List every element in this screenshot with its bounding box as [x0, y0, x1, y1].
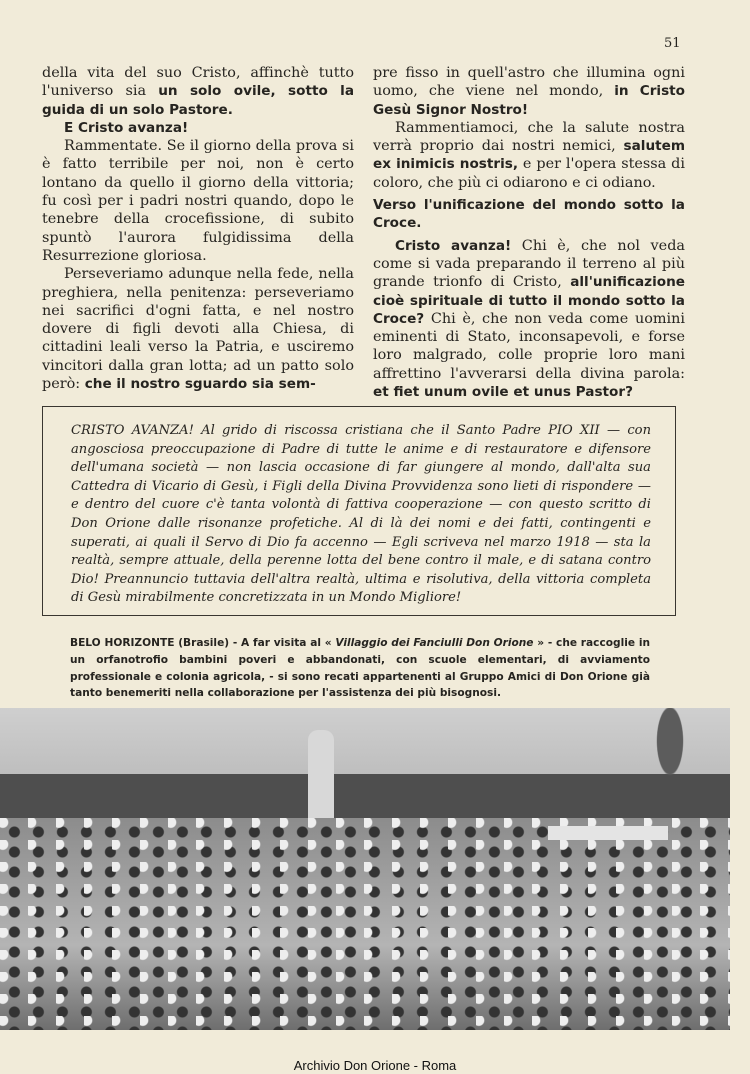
caption-text: » - che raccoglie in un orfanotrofio bambini poveri e abbandonati, con scuole elementari, di avviamento professionale e colonia agricola, - si sono recati appartenenti al Gruppo Amici di Don Orione già tanto benemeriti nella collaborazione per l'assistenza dei più bisognosi.	[70, 637, 650, 700]
paragraph	[373, 64, 685, 119]
bold-text: Cristo avanza!	[395, 237, 512, 254]
paragraph: Rammentate. Se il giorno della prova si è fatto terribile per noi, non è certo lontano da quello il giorno della vittoria; fu così per i padri nostri quando, dopo le tenebre della crocefissione, di subito spuntò l'aurora fulgidissima della Resurrezione gloriosa.	[42, 138, 354, 264]
photo-caption	[70, 635, 650, 702]
bold-text: et fiet unum ovile et unus Pastor?	[373, 384, 633, 401]
caption-village: Villaggio dei Fanciulli Don Orione	[335, 637, 534, 649]
text: Perseveriamo adunque nella fede, nella preghiera, nella penitenza: perseveriamo nei sacrifici d'ogni fatta, e nel nostro dovere di figli devoti alla Chiesa, di cittadini leali verso la Patria, e usciremo vincitori dalla gran lotta; ad un patto solo però:	[42, 266, 354, 393]
group-photo	[0, 708, 730, 1030]
text: pre fisso in quell'astro che illumina ogni uomo, che viene nel mondo,	[373, 65, 685, 100]
photo-crowd	[0, 818, 730, 1030]
paragraph	[42, 64, 354, 119]
section-heading: Verso l'unificazione del mondo sotto la Croce.	[373, 197, 685, 232]
right-column	[373, 64, 685, 401]
text: Rammentiamoci, che la salute nostra verrà proprio dai nostri nemici,	[373, 119, 685, 155]
left-column	[42, 64, 354, 393]
bold-text: che il nostro sguardo sia sem-	[84, 376, 316, 393]
bold-text: un solo ovile, sotto la guida di un solo Pastore.	[42, 83, 354, 118]
paragraph	[42, 265, 354, 393]
paragraph	[373, 119, 685, 192]
bold-text: in Cristo Gesù Signor Nostro!	[373, 83, 686, 118]
caption-place: BELO HORIZONTE (Brasile)	[70, 637, 230, 649]
caption-text: - A far visita al «	[229, 637, 336, 649]
text: Chi è, che non veda come uomini eminenti di Stato, inconsapevoli, e forse loro malgrado, colle proprie loro mani affrettino l'avverarsi della divina parola:	[373, 310, 685, 382]
paragraph	[373, 237, 685, 402]
photo-tree	[640, 708, 700, 818]
text: Chi è, che nol veda come si vada preparando il terreno al più grande trionfo di Cristo,	[373, 237, 685, 291]
paragraph-heading: E Cristo avanza!	[64, 119, 189, 136]
page-number: 51	[664, 36, 681, 51]
archive-label: Archivio Don Orione - Roma	[293, 1058, 457, 1073]
photo-banner	[548, 826, 668, 840]
text: e per l'opera stessa di coloro, che più ci odiarono e ci odiano.	[373, 156, 685, 191]
photo-statue	[308, 730, 334, 830]
text: della vita del suo Cristo, affinchè tutto l'universo sia	[42, 65, 354, 100]
editorial-box-text: CRISTO AVANZA! Al grido di riscossa cristiana che il Santo Padre PIO XII — con angosciosa preoccupazione di Padre di tutte le anime e di restauratore e difensore dell'umana società — non lascia occasione di far giungere al mondo, dall'alta sua Cattedra di Vicario di Gesù, i Figli della Divina Provvidenza sono lieti di rispondere — e dentro del cuore c'è tanta volontà di fattiva cooperazione — con questo scritto di Don Orione dalle risonanze profetiche. Al di là dei nomi e dei fatti, contingenti e superati, ai quali il Servo di Dio fa accenno — Egli scriveva nel marzo 1918 — sta la realtà, sempre attuale, della perenne lotta del bene contro il male, e di satana contro Dio! Preannuncio tuttavia dell'altra realtà, ultima e risolutiva, della vittoria completa di Gesù mirabilmente concretizzata in un Mondo Migliore!	[71, 423, 651, 606]
bold-text: salutem ex inimicis nostris,	[373, 138, 685, 173]
bold-text: all'unificazione cioè spirituale di tutto il mondo sotto la Croce?	[373, 274, 685, 327]
